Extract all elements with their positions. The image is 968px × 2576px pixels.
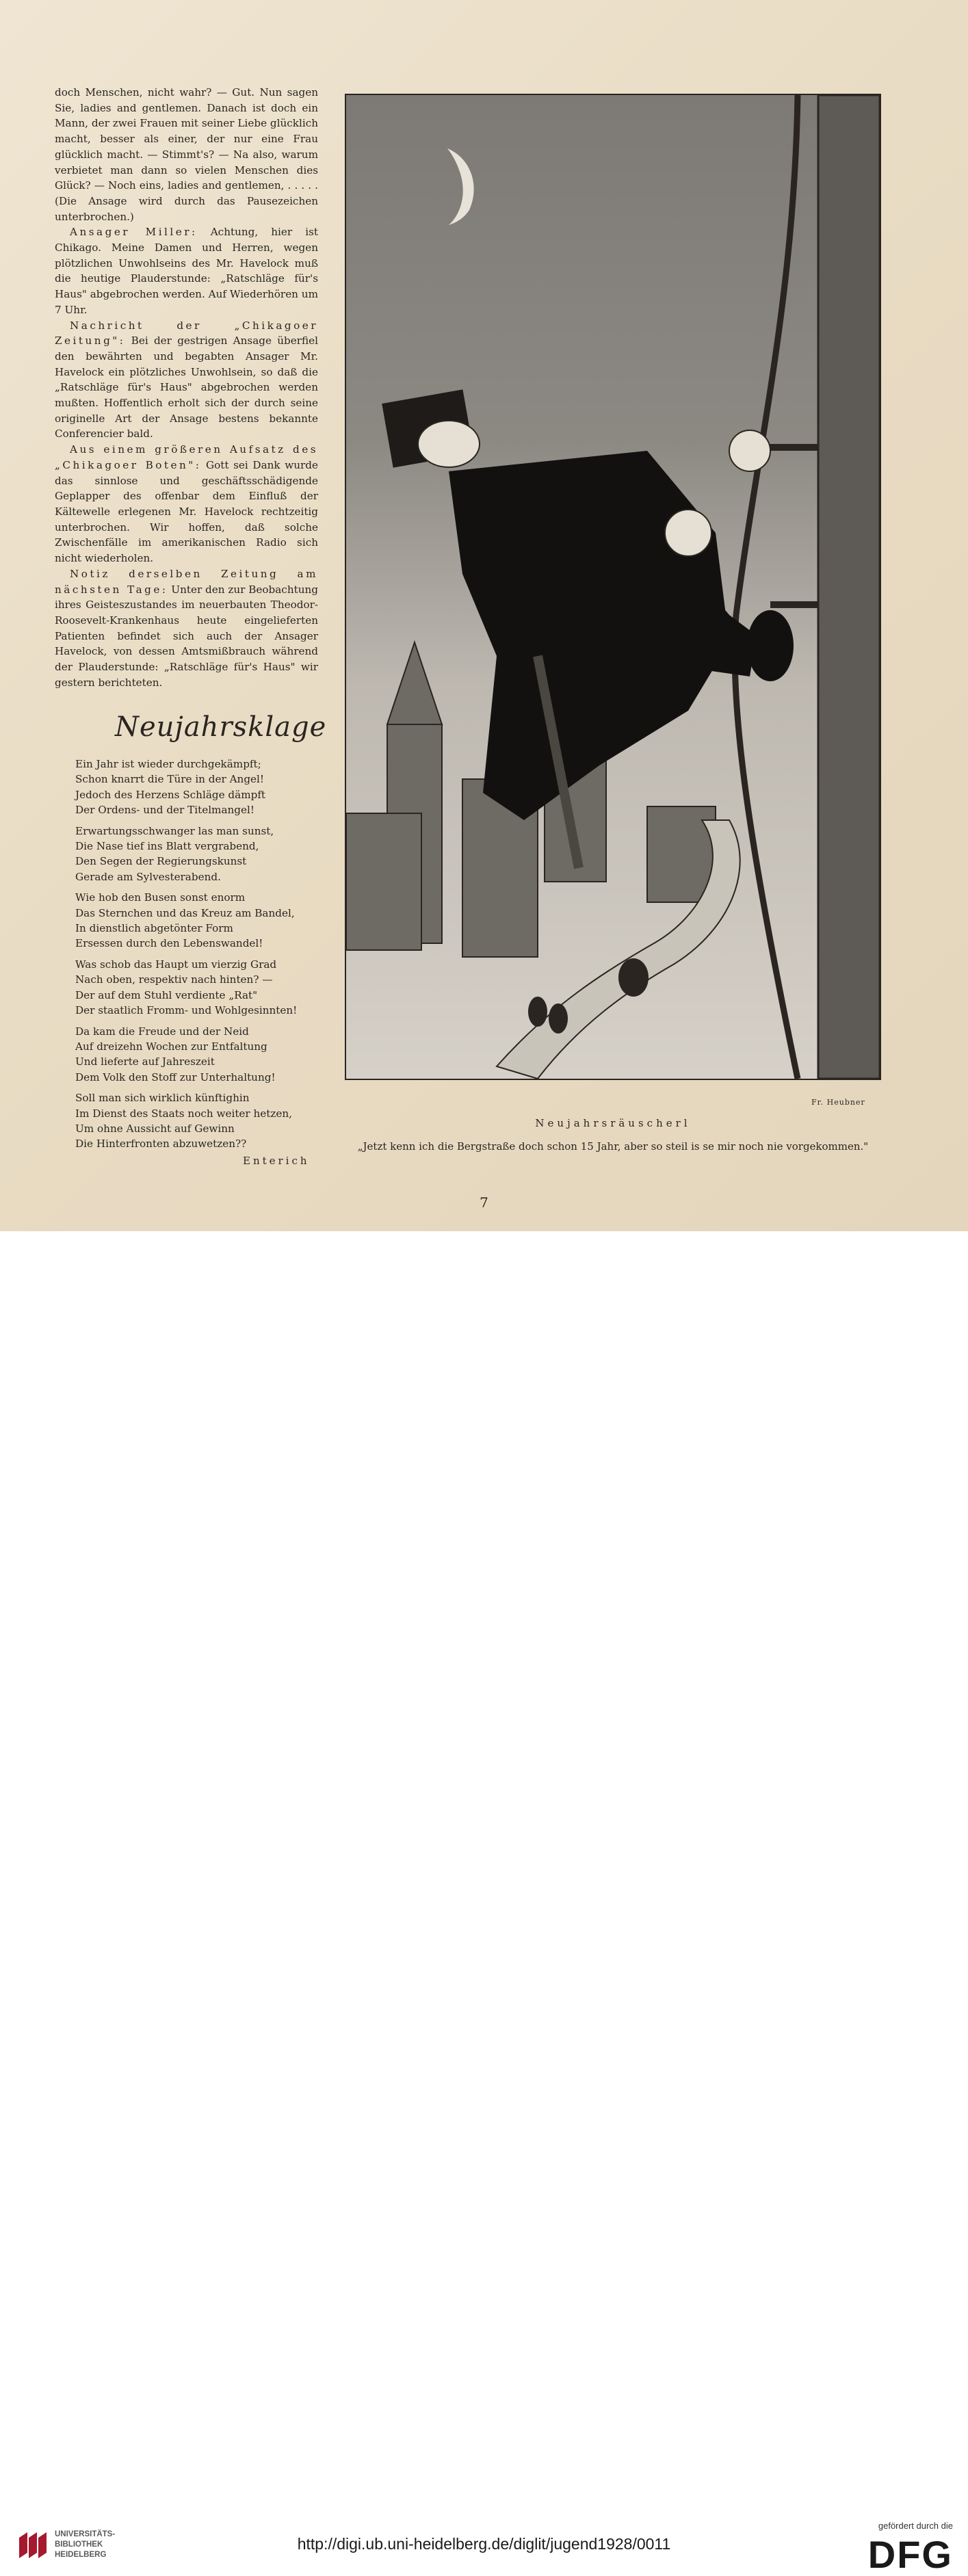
footer-bar: [0, 1231, 968, 2576]
poem-stanza: [75, 957, 322, 1018]
poem-stanza: [75, 757, 322, 818]
poem-line: Der auf dem Stuhl verdiente „Rat": [75, 988, 258, 1001]
poem-line: Was schob das Haupt um vierzig Grad: [75, 958, 277, 971]
article-column: [55, 85, 318, 690]
illustration: [345, 94, 881, 1080]
poem-stanza: [75, 1090, 322, 1152]
poem-line: Der staatlich Fromm- und Wohlgesinnten!: [75, 1004, 298, 1017]
poem-line: Jedoch des Herzens Schläge dämpft: [75, 788, 266, 801]
poem-line: Der Ordens- und der Titelmangel!: [75, 804, 254, 817]
poem-title: Neujahrsklage: [115, 711, 327, 743]
poem-line: Erwartungsschwanger las man sunst,: [75, 824, 274, 837]
poem-line: Das Sternchen und das Kreuz am Bandel,: [75, 906, 295, 919]
page-number: 7: [480, 1194, 488, 1211]
library-name: UNIVERSITÄTS- BIBLIOTHEK HEIDELBERG: [55, 2530, 116, 2559]
illustration-drawing: [346, 95, 880, 1079]
article-paragraph: doch Menschen, nicht wahr? — Gut. Nun sagen Sie, ladies and gentlemen. Danach ist doch ein Mann, der zwei Frauen mit seiner Liebe glücklich macht, besser als einer, der nur eine Frau glücklich macht. — Stimmt's? — Na also, warum verbietet man dann so vielen Menschen dies Glück? — Noch eins, ladies and gentlemen, . . . . . (Die Ansage wird durch das Pausezeichen unterbrochen.): [55, 86, 318, 223]
poem: [75, 757, 322, 1157]
poem-line: Dem Volk den Stoff zur Unterhaltung!: [75, 1070, 276, 1083]
poem-stanza: [75, 890, 322, 951]
poem-line: In dienstlich abgetönter Form: [75, 922, 233, 935]
poem-line: Auf dreizehn Wochen zur Entfaltung: [75, 1040, 267, 1053]
dfg-logo: DFG: [867, 2533, 953, 2576]
poem-line: Die Nase tief ins Blatt vergrabend,: [75, 840, 259, 853]
poem-line: Die Hinterfronten abzuwetzen??: [75, 1138, 247, 1151]
poem-line: Ersessen durch den Lebenswandel!: [75, 937, 263, 950]
poem-line: Nach oben, respektiv nach hinten? —: [75, 973, 273, 986]
poem-line: Soll man sich wirklich künftighin: [75, 1092, 250, 1105]
poem-line: Da kam die Freude und der Neid: [75, 1025, 249, 1038]
poem-line: Schon knarrt die Türe in der Angel!: [75, 773, 265, 786]
poem-author: Enterich: [243, 1155, 310, 1167]
artist-credit: Fr. Heubner: [811, 1098, 865, 1107]
poem-line: Wie hob den Busen sonst enorm: [75, 891, 246, 904]
poem-stanza: [75, 1024, 322, 1086]
poem-line: Den Segen der Regierungskunst: [75, 855, 247, 868]
poem-line: Ein Jahr ist wieder durchgekämpft;: [75, 758, 261, 770]
poem-stanza: [75, 824, 322, 885]
article-paragraph: Notiz derselben Zeitung am nächsten Tage: Unter den zur Beobachtung ihres Geisteszustandes im neuerbauten Theodor-Roosevelt-Krankenhaus heute eingelieferten Patienten befindet sich auch der Ansager Havelock, von dessen Amtsmißbrauch während der Plauderstunde: „Ratschläge für's Haus" wir gestern berichteten.: [55, 567, 318, 689]
poem-line: Um ohne Aussicht auf Gewinn: [75, 1122, 235, 1135]
scanned-page: [0, 0, 968, 1231]
article-paragraph: Aus einem größeren Aufsatz des „Chikagoer Boten": Gott sei Dank wurde das sinnlose und geschäftsschädigende Geplapper des offenbar dem Einfluß der Kältewelle erlegenen Mr. Havelock rechtzeitig unterbrochen. Wir hoffen, daß solche Zwischenfälle im amerikanischen Radio sich nicht wiederholen.: [55, 443, 318, 565]
poem-line: Im Dienst des Staats noch weiter hetzen,: [75, 1107, 292, 1120]
article-paragraph: Ansager Miller: Achtung, hier ist Chikago. Meine Damen und Herren, wegen plötzlichen Unwohlseins des Mr. Havelock muß die heutige Plauderstunde: „Ratschläge für's Haus" abgebrochen werden. Auf Wiederhören um 7 Uhr.: [55, 226, 318, 316]
caption-title: Neujahrsräuscherl: [535, 1117, 691, 1129]
permalink-url[interactable]: http://digi.ub.uni-heidelberg.de/diglit/jugend1928/0011: [297, 2535, 671, 2553]
caption-quote: „Jetzt kenn ich die Bergstraße doch schon 15 Jahr, aber so steil is se mir noch nie vorgekommen.": [357, 1140, 869, 1153]
funded-by-label: gefördert durch die: [878, 2521, 953, 2531]
poem-line: Gerade am Sylvesterabend.: [75, 870, 221, 883]
article-paragraph: Nachricht der „Chikagoer Zeitung": Bei der gestrigen Ansage überfiel den bewährten und begabten Ansager Mr. Havelock ein plötzliches Unwohlsein, so daß die „Ratschläge für's Haus" abgebrochen werden mußten. Hoffentlich erholt sich der durch seine originelle Art der Ansage bestens bekannte Conferencier bald.: [55, 319, 318, 441]
poem-line: Und lieferte auf Jahreszeit: [75, 1055, 215, 1068]
chimney-wall: [818, 95, 880, 1079]
